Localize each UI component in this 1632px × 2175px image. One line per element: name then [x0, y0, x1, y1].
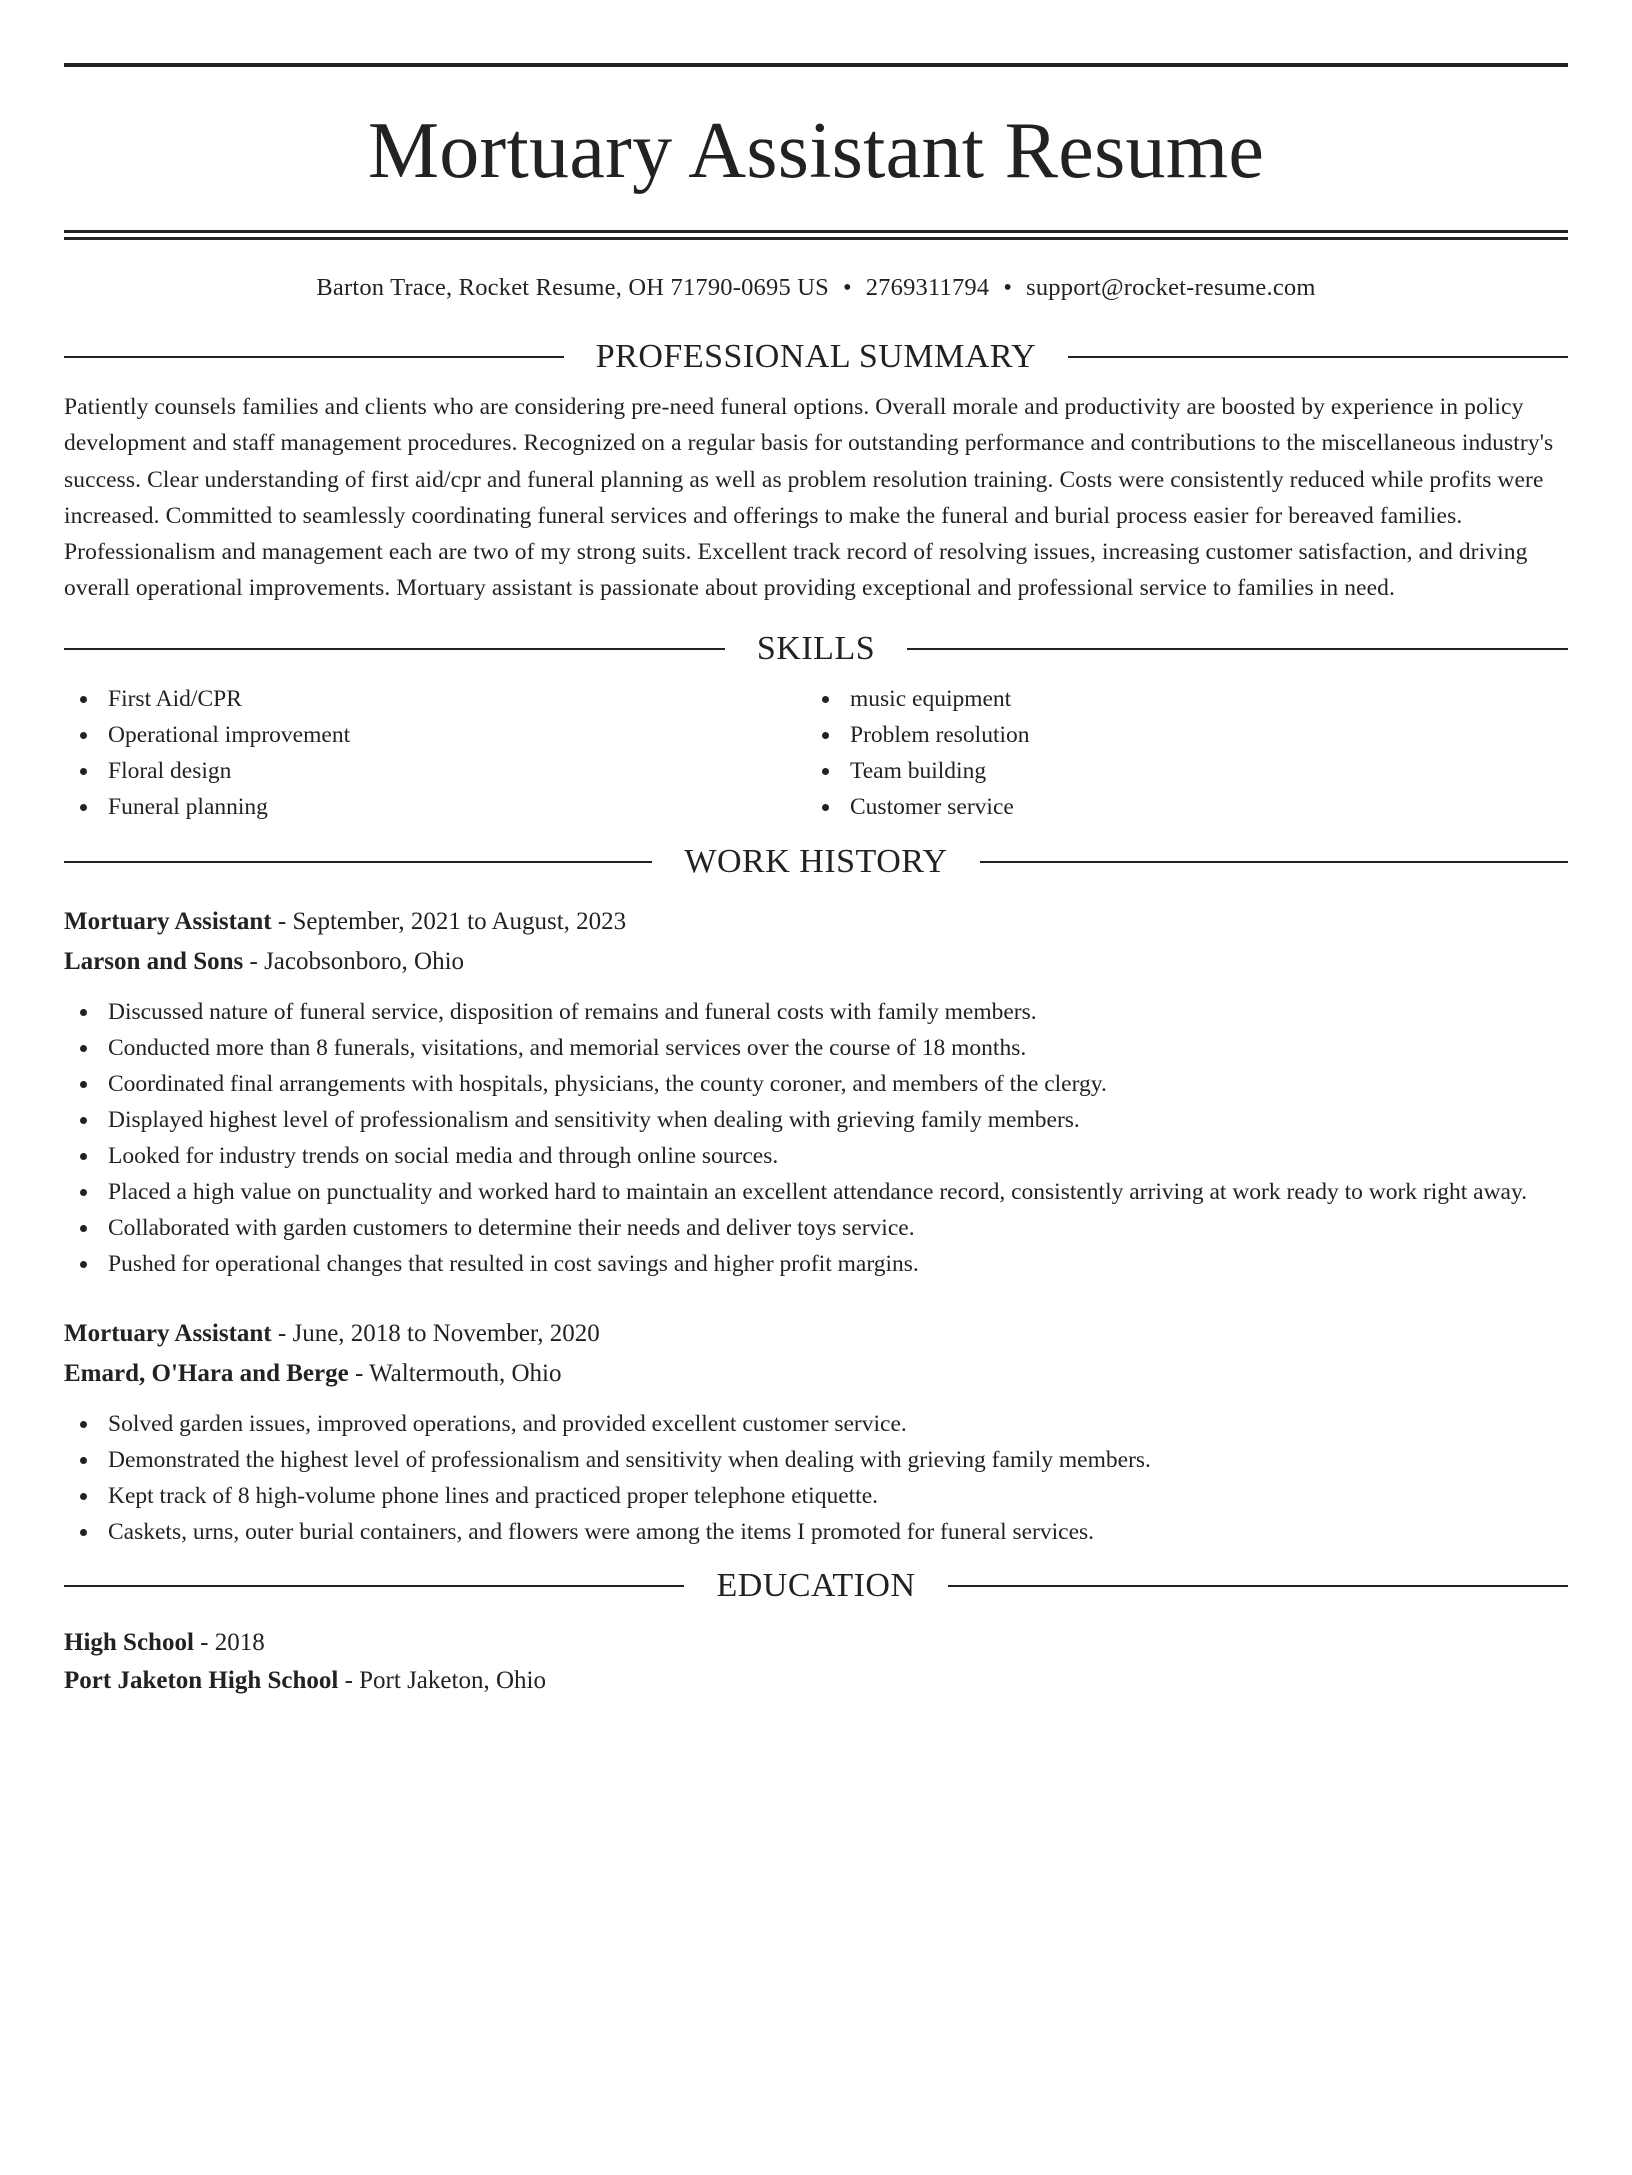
job-title-line	[64, 1314, 1568, 1354]
resume-title: Mortuary Assistant Resume	[367, 107, 1265, 195]
education-school: Port Jaketon High School	[64, 1666, 339, 1694]
job-dates: - June, 2018 to November, 2020	[277, 1319, 600, 1347]
heading-rule-right	[980, 861, 1568, 863]
education-school-line	[64, 1662, 1568, 1700]
skill-item: Team building	[806, 753, 1568, 789]
job-company-line	[64, 942, 1568, 982]
job-bullet: Coordinated final arrangements with hospitals, physicians, the county coroner, and members of the clergy.	[64, 1066, 1568, 1102]
heading-rule-left	[64, 648, 725, 650]
contact-separator: •	[1003, 274, 1013, 301]
job-bullets	[64, 994, 1568, 1282]
skill-item: First Aid/CPR	[64, 681, 806, 717]
education-heading: EDUCATION	[716, 1566, 916, 1604]
job-title-line	[64, 902, 1568, 942]
heading-rule-left	[64, 1585, 684, 1587]
job-bullet: Pushed for operational changes that resulted in cost savings and higher profit margins.	[64, 1246, 1568, 1282]
top-rule	[64, 63, 1568, 67]
job-bullet: Caskets, urns, outer burial containers, and flowers were among the items I promoted for funeral services.	[64, 1514, 1568, 1550]
contact-address: Barton Trace, Rocket Resume, OH 71790-0695 US	[316, 274, 829, 301]
job-location: - Jacobsonboro, Ohio	[249, 947, 465, 975]
job-bullet: Conducted more than 8 funerals, visitations, and memorial services over the course of 18 months.	[64, 1030, 1568, 1066]
job-bullet: Displayed highest level of professionalism and sensitivity when dealing with grieving family members.	[64, 1102, 1568, 1138]
education-degree: High School	[64, 1628, 194, 1656]
education-entry	[64, 1624, 1568, 1700]
job-company: Larson and Sons	[64, 947, 244, 975]
job-bullet: Placed a high value on punctuality and worked hard to maintain an excellent attendance record, consistently arriving at work ready to work right away.	[64, 1174, 1568, 1210]
heading-rule-left	[64, 861, 652, 863]
heading-rule-right	[948, 1585, 1568, 1587]
job-company-line	[64, 1354, 1568, 1394]
skill-item: Problem resolution	[806, 717, 1568, 753]
job-bullets	[64, 1406, 1568, 1550]
skill-item: Operational improvement	[64, 717, 806, 753]
job-entry	[64, 902, 1568, 1282]
skills-column-left	[64, 681, 806, 825]
education-location: - Port Jaketon, Ohio	[344, 1666, 546, 1694]
summary-heading: PROFESSIONAL SUMMARY	[595, 338, 1037, 375]
work-section-heading	[64, 840, 1568, 884]
job-company: Emard, O'Hara and Berge	[64, 1359, 349, 1387]
skills-heading: SKILLS	[756, 629, 876, 667]
job-bullet: Discussed nature of funeral service, disposition of remains and funeral costs with family members.	[64, 994, 1568, 1030]
skill-item: Customer service	[806, 789, 1568, 825]
job-bullet: Kept track of 8 high-volume phone lines and practiced proper telephone etiquette.	[64, 1478, 1568, 1514]
work-heading: WORK HISTORY	[684, 842, 948, 880]
heading-rule-left	[64, 356, 564, 358]
contact-separator: •	[842, 274, 852, 301]
education-section-heading	[64, 1564, 1568, 1608]
title-double-rule	[64, 230, 1568, 240]
summary-section-heading	[64, 335, 1568, 379]
job-location: - Waltermouth, Ohio	[354, 1359, 562, 1387]
job-entry	[64, 1314, 1568, 1550]
heading-rule-right	[907, 648, 1568, 650]
job-bullet: Looked for industry trends on social media and through online sources.	[64, 1138, 1568, 1174]
heading-rule-right	[1068, 356, 1568, 358]
job-bullet: Solved garden issues, improved operations, and provided excellent customer service.	[64, 1406, 1568, 1442]
skills-list	[64, 681, 1568, 825]
job-title: Mortuary Assistant	[64, 907, 272, 935]
skills-column-right	[806, 681, 1568, 825]
education-year: - 2018	[200, 1628, 265, 1656]
contact-line	[64, 272, 1568, 304]
summary-text: Patiently counsels families and clients who are considering pre-need funeral options. Overall morale and productivity are boosted by experience in policy development and staff management procedures. Recognized on a regular basis for outstanding performance and contributions to the miscellaneous industry's success. Clear understanding of first aid/cpr and funeral planning as well as problem resolution training. Costs were consistently reduced while profits were increased. Committed to seamlessly coordinating funeral services and offerings to make the funeral and burial process easier for bereaved families. Professionalism and management each are two of my strong suits. Excellent track record of resolving issues, increasing customer satisfaction, and driving overall operational improvements. Mortuary assistant is passionate about providing exceptional and professional service to families in need.	[64, 394, 1554, 602]
contact-email: support@rocket-resume.com	[1026, 274, 1316, 301]
skill-item: Funeral planning	[64, 789, 806, 825]
job-title: Mortuary Assistant	[64, 1319, 272, 1347]
resume-page	[0, 63, 1632, 2175]
skill-item: music equipment	[806, 681, 1568, 717]
skills-section-heading	[64, 627, 1568, 671]
skill-item: Floral design	[64, 753, 806, 789]
contact-phone: 2769311794	[865, 274, 990, 301]
job-bullet: Collaborated with garden customers to determine their needs and deliver toys service.	[64, 1210, 1568, 1246]
job-dates: - September, 2021 to August, 2023	[277, 907, 627, 935]
education-degree-line	[64, 1624, 1568, 1662]
job-bullet: Demonstrated the highest level of professionalism and sensitivity when dealing with grieving family members.	[64, 1442, 1568, 1478]
